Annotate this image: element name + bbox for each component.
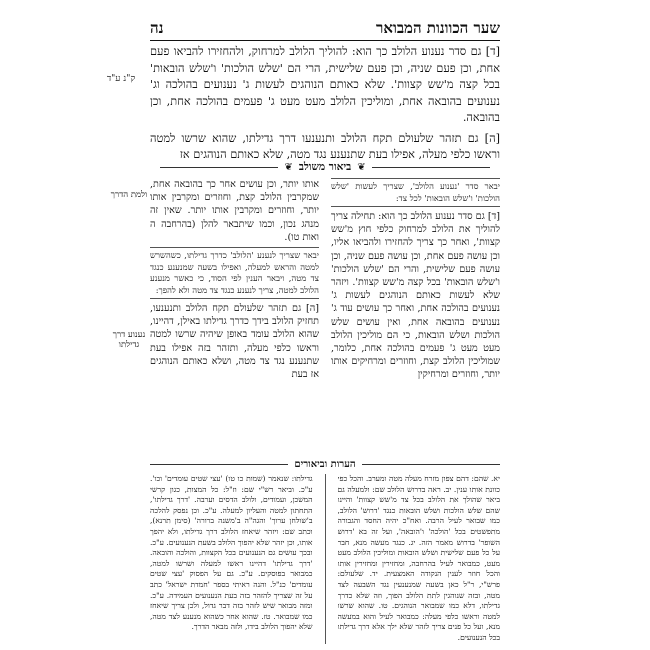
commentary-left-text: אותו יותר, וכן עושים אחר כך בהובאה אחת, שמקרבין הלולב קצת, וחוזרים ומקרבין אותו יותר, וחוזרים ומקרבין אותו יותר. שאין זה מנהג נכון, וכמו שיתבאר להלן (בהרחבה ה ואות טו). xyxy=(150,179,319,243)
notes-right-text: יא. שהם: דהם צפון מזרח מעלה מטה ומערב. והכל כפי כוונת אותו ענין. יב. ראה בדרוש הלולב שם: ולמעלה גם ביאר שהולך את הלולב בכל צד מ'שש קצוות' והיינו שהם שלש הולכות ושלש הובאות כנגד 'דרוש' הלולב, כמו שבואר לעיל הרבה. ואח"כ יהיה החסד והגבורה מתפשטים בכל 'הולכה' ו'הובאה', ועל זה בא 'דרוש השופר' בדרוש מאמר הזה. יג. כנגד מעשה מנא, חבר על כל פעם שלישית ושלש הובאות ומוליכין הלולב מעט מעט, כמבואר לעיל בהרחבה, ומחזירין ומחזירין אותו והכל חוזר לענין הנקודה האמצעית. יד. שלעולם: פרש"י, ר"ל כאן בשעה שמנענעין נגד השבעה לצד מטה, ובזה שנוהגין לתת הלולב הפוך, וזה שלא כדרך גדילתו, דלא כמו שמבואר הנוהגים. טו. שהוא שרשו למטה וראשו כלפי מעלה: כמבואר לעיל והוא במעשה מנא, ועל כל פנים צריך לזהר שלא ילך אלא דרך גדילתו בכל הנענועים. xyxy=(337,474,500,642)
margin-note-left: נענוע דרך גדילתו xyxy=(112,330,146,350)
commentary-left-bottom-text: [ה] גם תזהר שלעולם תקח הלולב ותנענעו, תחזיק הלולב בידך כדרך גדילתו באילן, דהיינו, שהוא הלולב עומד באופן שיהיה שרשו למטה וראשו כלפי מעלה, ותזהר בזה אפילו בעת שתנענע נגד צד מטה, ושלא כאותם הנוהגים אז בעת xyxy=(150,303,319,381)
paragraph-h: [ה] גם תזהר שלעולם תקח הלולב ותנענעו דרך גדילתו, שהוא שרשו למטה וראשו כלפי מעלה, אפילו בעת שתנענע נגד מטה, שלא כאותם הנוהגים אז xyxy=(150,131,500,161)
notes-divider-line-right xyxy=(362,464,500,465)
page-header xyxy=(150,12,500,41)
notes-column-divider xyxy=(325,474,326,644)
commentary-summary-note: יבאר סדר 'נענוע הלולב', שצריך לעשות 'שלש הולכות' ו'שלש הובאות' לכל צד: xyxy=(331,178,500,207)
ornament-icon: ❦ xyxy=(357,161,366,173)
notes-divider-line-left xyxy=(150,464,288,465)
main-text xyxy=(150,44,500,168)
commentary-right-column xyxy=(331,178,500,453)
notes-section xyxy=(150,474,500,644)
notes-divider xyxy=(150,458,500,470)
page-number: נה xyxy=(150,19,164,37)
commentary-divider xyxy=(160,160,490,174)
notes-label: הערות וביאורים xyxy=(294,458,356,470)
ornament-icon: ❦ xyxy=(284,161,293,173)
commentary-right-text: [ד] גם סדר נענוע הלולב כך הוא: תחילה צריך להוליך את הלולב למרחוק כלפי חוץ מ'שש קצוות', ואחר כך צריך להחזירו ולהביאו אליו, וכן עושה פעם אחת, וכן עושה פעם שניה, וכן עושה פעם שלישית, והרי הם 'שלש הולכות' ו'שלש הובאות' בכל קצה מ'שש קצוות'. ויזהר שלא לעשות כאותם הנוהגים לעשות ג' נענועים בהולכה אחת, ואחר כך עושים עוד ג' נענועים בהובאה אחת, ואין עושים שלש הולכות ושלש הובאות, כי הם מוליכין הלולב מעט מעט ג' פעמים בהולכה אחת, כלומר, שמוליכין הלולב קצת, וחוזרים ומרחיקים אותו יותר, וחוזרים ומרחיקין xyxy=(331,211,500,381)
divider-line-right xyxy=(372,167,490,168)
notes-right-column xyxy=(338,474,501,644)
page-title: שער הכוונות המבואר xyxy=(375,19,500,37)
commentary-columns xyxy=(150,178,500,453)
margin-reference: ק"נ ע"ד xyxy=(106,74,136,84)
margin-note-right: ולמת הדרך xyxy=(110,190,148,200)
notes-left-text: גדילתו: שנאמר (שמות כו טו) 'עצי שטים עומדים' וכו'. ע"כ. וביאר רש"י שם: וז"ל: כל המצות, כגון קרשי המשכן, ועמודים, ולולב הדסים וערבה. 'דרך גדילתו', התחתון למטה והעליון למעלה. ע"כ. וכן נפסק להלכה ב'שולחן ערוך' והגה"ה ב'משנה ברורה' (סימן תרנא), וכתב שם: ויזהר שיאחז הלולב דרך גדילתו, ולא יהפך אותו, וכן יזהר שלא יהפוך הלולב בשעת הנענועים. ע"כ. ובכך עושים גם הנענועים בכל הקצוות, והולכה והובאה. 'דרך גדילתו' דהיינו ראשו למעלה ושרשו למטה, כמבואר בפוסקים. ע"כ. גם על הפסוק 'עצי שטים עומדים' כנ"ל. והנה ראיתי בספר 'חמדת ישראל' כתב על זה שצריך להזהר בזה בעת הנענועים העמידה. ע"כ. ומזה מבואר שיש לזהר בזה דבר גדול, ולכן צריך שיאחז כמו שמבואר. טז. שהוא אחר כשהוא מנענע לצד מטה, שלא יהפוך הלולב בידו, ולזה מבאר הדרך. xyxy=(150,474,313,632)
commentary-left-note: יבאר שצריך לנענע 'הלולב' כדרך גדילתו, כשהשרש למטה והראש למעלה, ואפילו בשעה שמנענע כנגד צד מטה, ויבאר הענין לפי הסוד, כי כאשר מנענע הלולב למטה, צריך לנענע כנגד צד מטה ולא להפך: xyxy=(150,247,319,299)
paragraph-d: [ד] גם סדר נענוע הלולב כך הוא: להוליך הלולב למרחוק, ולהחזירו להביאו פעם אחת, וכן פעם שניה, וכן פעם שלישית, הרי הם 'שלש הולכות' ו'שלש הובאות' בכל קצה מ'שש קצוות'. שלא כאותם הנוהגים לעשות ג' נענועים בהולכה וג' נענועים בהובאה אחת, ומוליכין הלולב מעט מעט ג' פעמים בהולכה אחת, וכן בהובאה. xyxy=(150,45,500,124)
commentary-left-column xyxy=(150,178,319,453)
commentary-label: ביאור משולב xyxy=(298,161,352,173)
notes-left-column xyxy=(150,474,313,644)
divider-line-left xyxy=(160,167,278,168)
